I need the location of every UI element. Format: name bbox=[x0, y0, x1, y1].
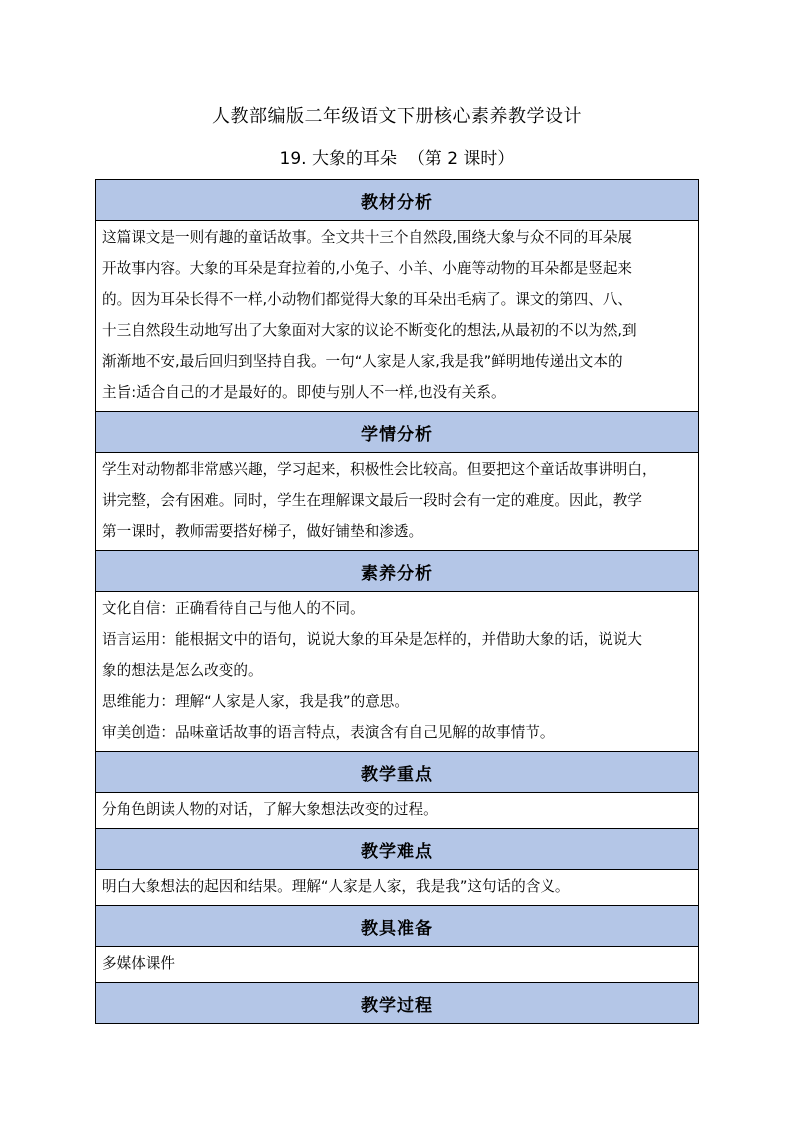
text-line: 分角色朗读人物的对话，了解大象想法改变的过程。 bbox=[102, 801, 438, 818]
lesson-title: 大象的耳朵 bbox=[312, 149, 397, 169]
materials-body bbox=[96, 947, 699, 983]
text-line: 的。因为耳朵长得不一样,小动物们都觉得大象的耳朵出毛病了。课文的第四、八、 bbox=[102, 291, 633, 308]
text-line: 学生对动物都非常感兴趣，学习起来，积极性会比较高。但要把这个童话故事讲明白， bbox=[102, 461, 657, 478]
materials-heading: 教具准备 bbox=[96, 906, 699, 947]
literacy-analysis-body bbox=[96, 592, 699, 752]
textbook-analysis-body bbox=[96, 221, 699, 412]
difficulties-heading: 教学难点 bbox=[96, 829, 699, 870]
text-line: 这篇课文是一则有趣的童话故事。全文共十三个自然段,围绕大象与众不同的耳朵展 bbox=[102, 229, 633, 246]
key-points-body bbox=[96, 793, 699, 829]
section-header-row bbox=[96, 412, 699, 453]
text-line: 第一课时，教师需要搭好梯子，做好铺垫和渗透。 bbox=[102, 523, 424, 540]
section-body-row bbox=[96, 870, 699, 906]
textbook-analysis-heading: 教材分析 bbox=[96, 180, 699, 221]
section-header-row bbox=[96, 180, 699, 221]
text-line: 多媒体课件 bbox=[102, 955, 175, 972]
text-line: 渐渐地不安,最后回归到坚持自我。一句“人家是人家,我是我”鲜明地传递出文本的 bbox=[102, 353, 623, 370]
lesson-period: （第 2 课时） bbox=[407, 149, 515, 169]
process-heading: 教学过程 bbox=[96, 983, 699, 1024]
text-line: 十三自然段生动地写出了大象面对大家的议论不断变化的想法,从最初的不以为然,到 bbox=[102, 322, 637, 339]
text-line: 主旨:适合自己的才是最好的。即使与别人不一样,也没有关系。 bbox=[102, 384, 506, 401]
literacy-analysis-heading: 素养分析 bbox=[96, 551, 699, 592]
text-line: 开故事内容。大象的耳朵是耷拉着的,小兔子、小羊、小鹿等动物的耳朵都是竖起来 bbox=[102, 260, 633, 277]
lesson-subtitle bbox=[0, 146, 794, 172]
section-body-row bbox=[96, 592, 699, 752]
text-line: 象的想法是怎么改变的。 bbox=[102, 662, 263, 679]
section-header-row bbox=[96, 829, 699, 870]
lesson-plan-table bbox=[95, 179, 699, 1024]
section-body-row bbox=[96, 793, 699, 829]
text-line: 明白大象想法的起因和结果。理解“人家是人家，我是我”这句话的含义。 bbox=[102, 878, 570, 895]
text-line: 语言运用：能根据文中的语句，说说大象的耳朵是怎样的，并借助大象的话，说说大 bbox=[102, 631, 642, 648]
text-line: 审美创造：品味童话故事的语言特点，表演含有自己见解的故事情节。 bbox=[102, 724, 555, 741]
section-header-row bbox=[96, 752, 699, 793]
lesson-number: 19. bbox=[279, 149, 307, 169]
text-line: 文化自信：正确看待自己与他人的不同。 bbox=[102, 600, 365, 617]
learner-analysis-heading: 学情分析 bbox=[96, 412, 699, 453]
section-body-row bbox=[96, 947, 699, 983]
key-points-heading: 教学重点 bbox=[96, 752, 699, 793]
section-header-row bbox=[96, 551, 699, 592]
text-line: 讲完整，会有困难。同时，学生在理解课文最后一段时会有一定的难度。因此，教学 bbox=[102, 492, 642, 509]
document-title: 人教部编版二年级语文下册核心素养教学设计 bbox=[212, 106, 582, 127]
learner-analysis-body bbox=[96, 453, 699, 551]
section-header-row bbox=[96, 906, 699, 947]
text-line: 思维能力：理解“人家是人家，我是我”的意思。 bbox=[102, 693, 409, 710]
difficulties-body bbox=[96, 870, 699, 906]
section-header-row bbox=[96, 983, 699, 1024]
section-body-row bbox=[96, 221, 699, 412]
section-body-row bbox=[96, 453, 699, 551]
